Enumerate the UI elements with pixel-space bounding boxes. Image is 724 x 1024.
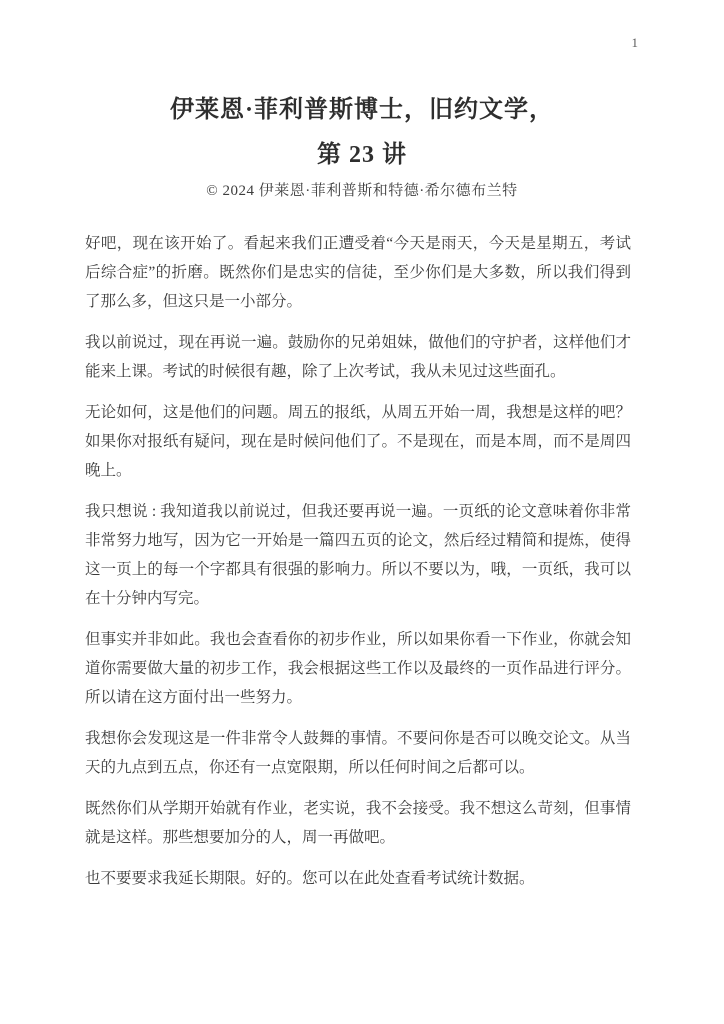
paragraph-3: 无论如何，这是他们的问题。周五的报纸，从周五开始一周，我想是这样的吧？如果你对报纸有疑问，现在是时候问他们了。不是现在，而是本周，而不是周四晚上。 xyxy=(85,404,631,479)
title-line-1: 伊莱恩·菲利普斯博士，旧约文学， xyxy=(169,97,554,123)
paragraph-1: 好吧，现在该开始了。看起来我们正遭受着“今天是雨天，今天是星期五，考试后综合症”的折磨。既然你们是忠实的信徒，至少你们是大多数，所以我们得到了那么多，但这只是一小部分。 xyxy=(85,235,631,310)
paragraph-8: 也不要要求我延长期限。好的。您可以在此处查看考试统计数据。 xyxy=(85,870,535,887)
document-title xyxy=(0,96,724,169)
copyright-line: © 2024 伊莱恩·菲利普斯和特德·希尔德布兰特 xyxy=(206,183,518,199)
title-line-2: 第 23 讲 xyxy=(317,142,407,168)
paragraph-6: 我想你会发现这是一件非常令人鼓舞的事情。不要问你是否可以晚交论文。从当天的九点到五点，你还有一点宽限期，所以任何时间之后都可以。 xyxy=(85,730,631,776)
paragraph-4: 我只想说 : 我知道我以前说过，但我还要再说一遍。一页纸的论文意味着你非常非常努力地写，因为它一开始是一篇四五页的论文，然后经过精简和提炼，使得这一页上的每一个字都具有很强的影响力。所以不要以为，哦，一页纸，我可以在十分钟内写完。 xyxy=(85,503,631,607)
document-header xyxy=(0,96,724,201)
paragraph-7: 既然你们从学期开始就有作业，老实说，我不会接受。我不想这么苛刻，但事情就是这样。那些想要加分的人，周一再做吧。 xyxy=(85,800,631,846)
document-body xyxy=(85,229,631,893)
page-number: 1 xyxy=(631,35,638,50)
paragraph-5: 但事实并非如此。我也会查看你的初步作业，所以如果你看一下作业，你就会知道你需要做大量的初步工作，我会根据这些工作以及最终的一页作品进行评分。所以请在这方面付出一些努力。 xyxy=(85,631,631,706)
paragraph-2: 我以前说过，现在再说一遍。鼓励你的兄弟姐妹，做他们的守护者，这样他们才能来上课。考试的时候很有趣，除了上次考试，我从未见过这些面孔。 xyxy=(85,334,631,380)
